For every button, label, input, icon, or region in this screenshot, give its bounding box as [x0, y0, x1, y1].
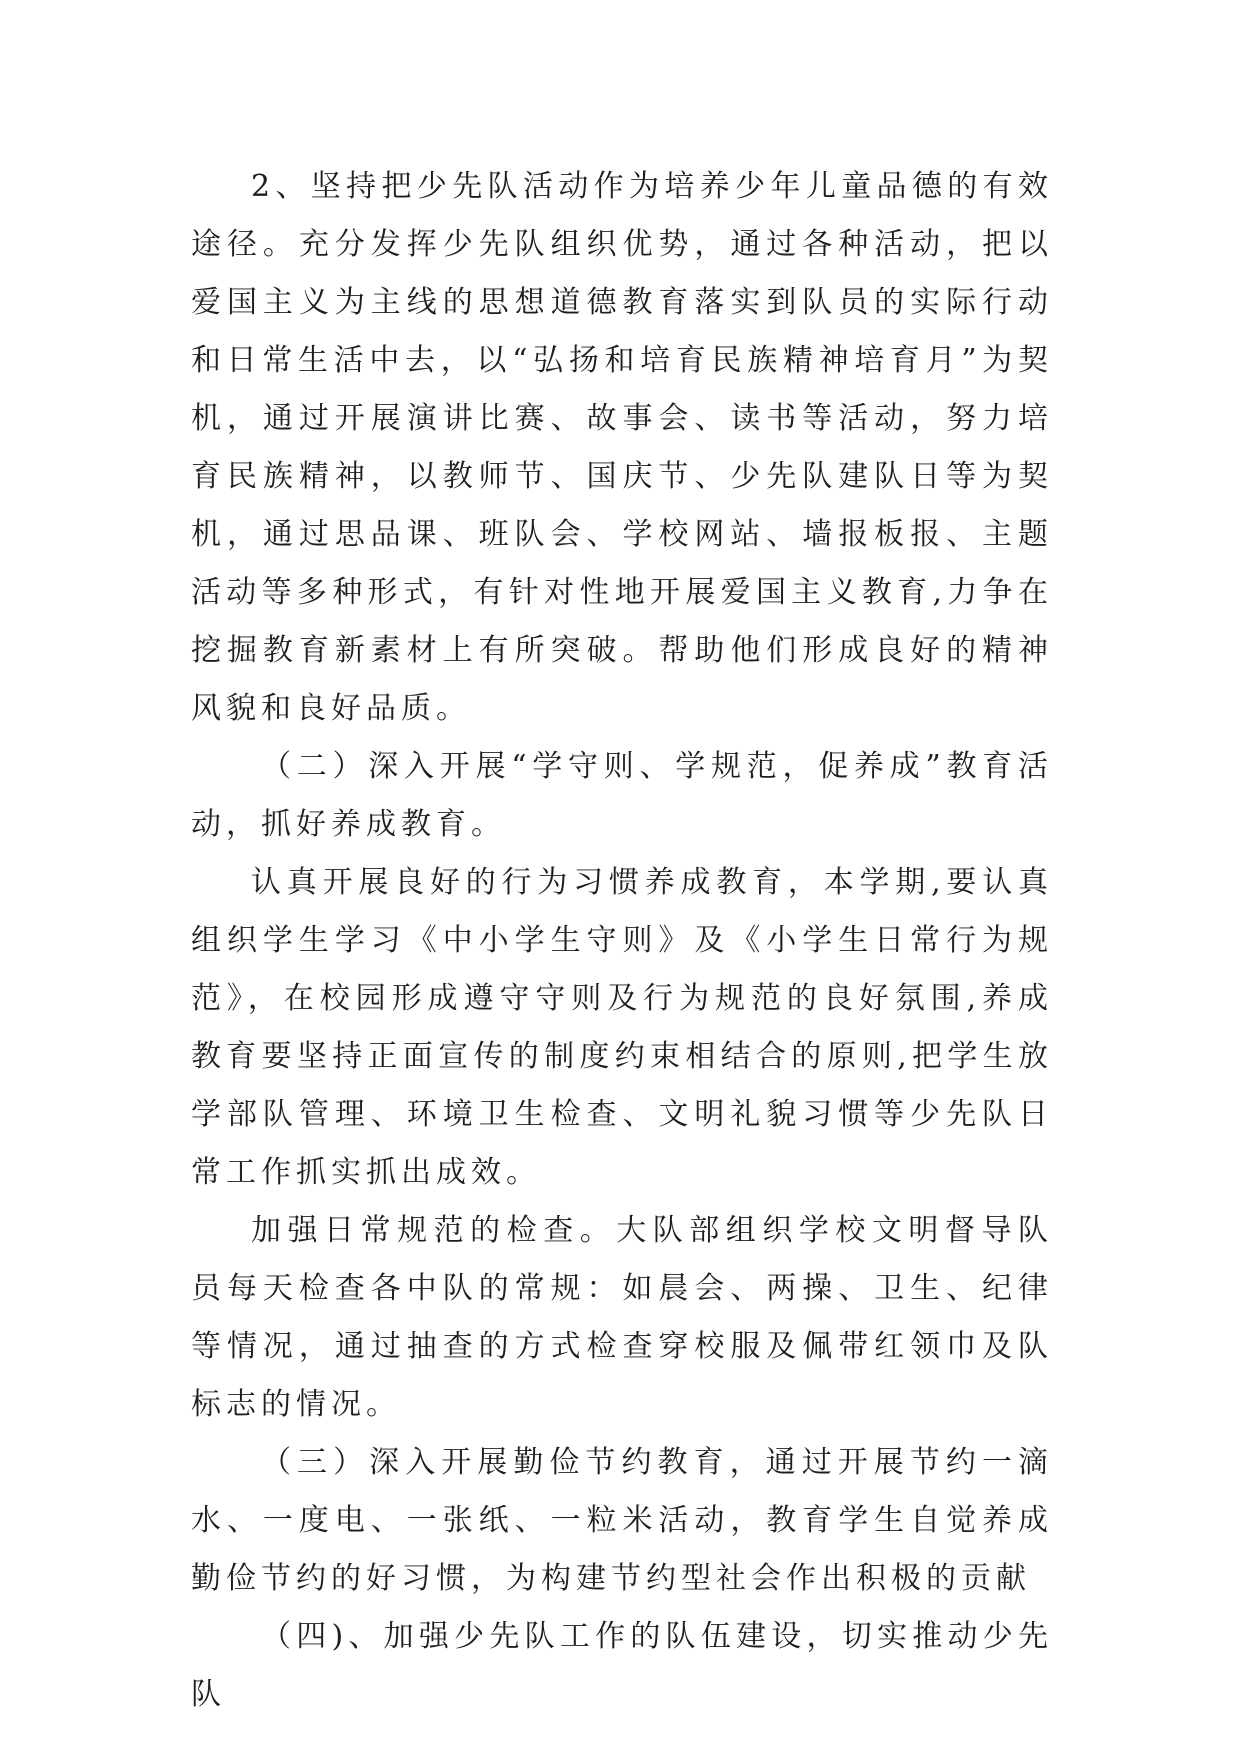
section-heading-four: （四)、加强少先队工作的队伍建设，切实推动少先队 [191, 1619, 1053, 1712]
document-body [191, 158, 1053, 1724]
paragraph-behavior-habits: 认真开展良好的行为习惯养成教育，本学期,要认真组织学生学习《中小学生守则》及《小学生日常行为规范》，在校园形成遵守守则及行为规范的良好氛围,养成教育要坚持正面宣传的制度约束相结合的原则,把学生放学部队管理、环境卫生检查、文明礼貌习惯等少先队日常工作抓实抓出成效。 [191, 865, 1053, 1190]
paragraph-daily-inspection: 加强日常规范的检查。大队部组织学校文明督导队员每天检查各中队的常规：如晨会、两操、卫生、纪律等情况，通过抽查的方式检查穿校服及佩带红领巾及队标志的情况。 [191, 1213, 1053, 1422]
section-heading-three: （三）深入开展勤俭节约教育，通过开展节约一滴水、一度电、一张纸、一粒米活动，教育学生自觉养成勤俭节约的好习惯，为构建节约型社会作出积极的贡献 [191, 1445, 1053, 1596]
paragraph-activities-as-moral-education: 2、坚持把少先队活动作为培养少年儿童品德的有效途径。充分发挥少先队组织优势，通过各种活动，把以爱国主义为主线的思想道德教育落实到队员的实际行动和日常生活中去，以“弘扬和培育民族精神培育月”为契机，通过开展演讲比赛、故事会、读书等活动，努力培育民族精神，以教师节、国庆节、少先队建队日等为契机，通过思品课、班队会、学校网站、墙报板报、主题活动等多种形式，有针对性地开展爱国主义教育,力争在挖掘教育新素材上有所突破。帮助他们形成良好的精神风貌和良好品质。 [191, 169, 1053, 726]
section-heading-two: （二）深入开展“学守则、学规范，促养成”教育活动，抓好养成教育。 [191, 749, 1053, 842]
